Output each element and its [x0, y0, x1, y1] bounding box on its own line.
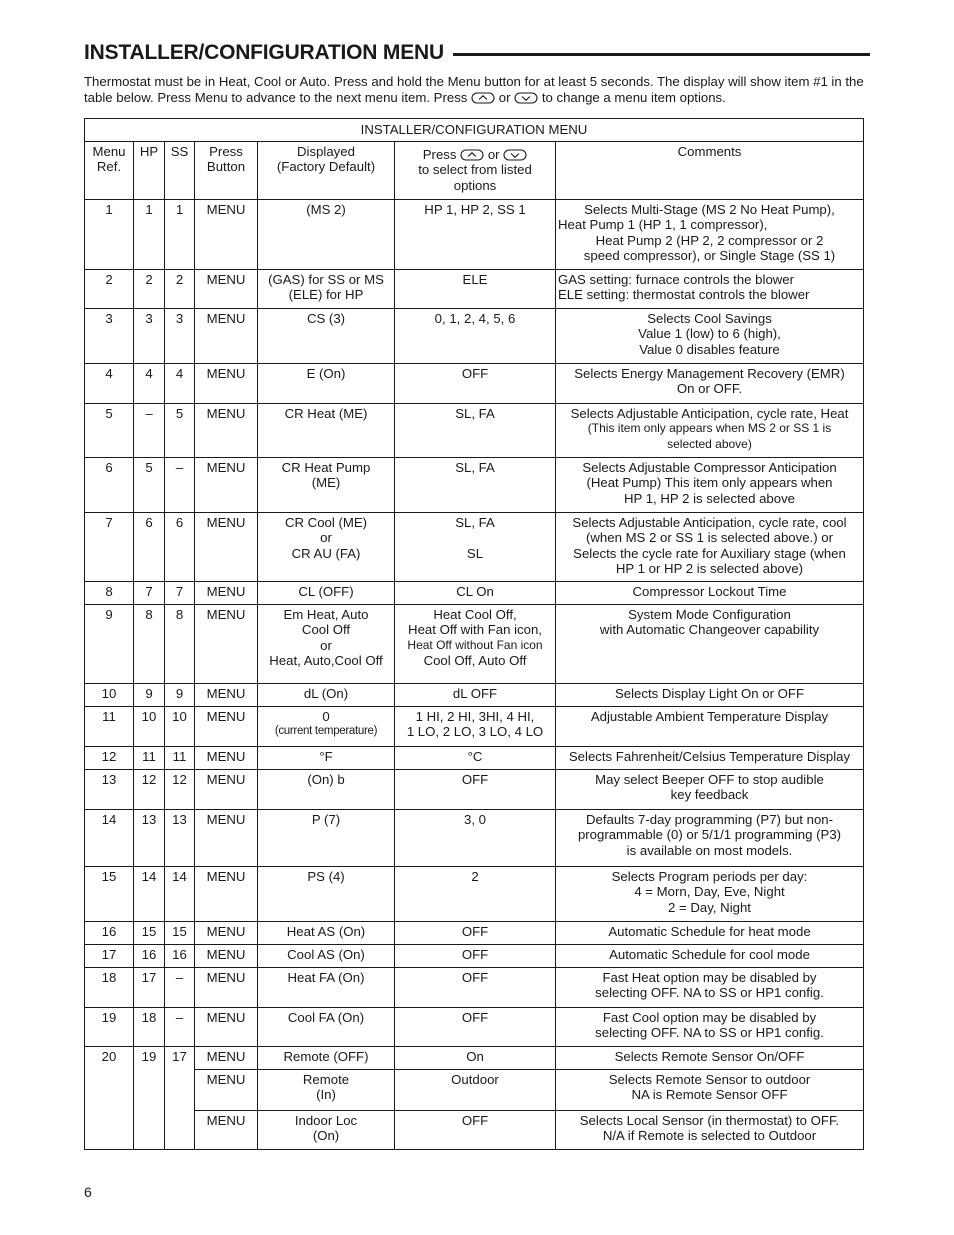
ss-cell: 11 — [165, 746, 195, 769]
comments-cell: Selects Local Sensor (in thermostat) to OFF. N/A if Remote is selected to Outdoor — [556, 1110, 864, 1149]
press-button-cell: MENU — [195, 706, 258, 746]
press-button-cell: MENU — [195, 269, 258, 308]
options-cell: SL, FA SL — [395, 512, 556, 581]
menu-ref-cell: 7 — [85, 512, 134, 581]
menu-ref-cell: 17 — [85, 944, 134, 967]
hp-cell: 15 — [134, 921, 165, 944]
table-row — [85, 457, 864, 512]
table-row — [85, 921, 864, 944]
comments-cell: Automatic Schedule for heat mode — [556, 921, 864, 944]
menu-ref-cell: 14 — [85, 809, 134, 866]
displayed-cell: Em Heat, Auto Cool Off or Heat, Auto,Cool Off — [258, 604, 395, 683]
options-cell: 0, 1, 2, 4, 5, 6 — [395, 308, 556, 363]
displayed-cell: CR Heat (ME) — [258, 403, 395, 457]
hp-cell: 18 — [134, 1007, 165, 1046]
hp-cell: 8 — [134, 604, 165, 683]
title-rule — [453, 53, 870, 56]
intro-text-2: to change a menu item options. — [541, 90, 726, 105]
comments-cell: Automatic Schedule for cool mode — [556, 944, 864, 967]
table-header-row — [85, 141, 864, 199]
hp-cell: 11 — [134, 746, 165, 769]
hp-cell: 2 — [134, 269, 165, 308]
hp-cell: 16 — [134, 944, 165, 967]
ss-cell: – — [165, 457, 195, 512]
hp-cell: 13 — [134, 809, 165, 866]
comments-cell: Selects Fahrenheit/Celsius Temperature Display — [556, 746, 864, 769]
comments-cell: Selects Remote Sensor to outdoor NA is Remote Sensor OFF — [556, 1069, 864, 1110]
displayed-cell: Heat AS (On) — [258, 921, 395, 944]
table-row — [85, 967, 864, 1007]
options-cell: OFF — [395, 944, 556, 967]
header-hp: HP — [134, 141, 165, 199]
press-button-cell: MENU — [195, 581, 258, 604]
options-cell: OFF — [395, 921, 556, 944]
menu-ref-cell: 8 — [85, 581, 134, 604]
down-arrow-button-icon — [503, 149, 527, 161]
menu-ref-cell: 1 — [85, 199, 134, 269]
table-sub-row — [85, 1069, 864, 1110]
press-button-cell: MENU — [195, 746, 258, 769]
hp-cell: – — [134, 403, 165, 457]
menu-ref-cell: 18 — [85, 967, 134, 1007]
press-button-cell: MENU — [195, 944, 258, 967]
options-cell: CL On — [395, 581, 556, 604]
menu-ref-cell: 20 — [85, 1046, 134, 1149]
table-row — [85, 403, 864, 457]
header-press-button: Press Button — [195, 141, 258, 199]
press-button-cell: MENU — [195, 512, 258, 581]
displayed-cell: (GAS) for SS or MS (ELE) for HP — [258, 269, 395, 308]
menu-ref-cell: 2 — [85, 269, 134, 308]
up-arrow-button-icon — [460, 149, 484, 161]
page-title: INSTALLER/CONFIGURATION MENU — [84, 41, 444, 64]
hp-cell: 7 — [134, 581, 165, 604]
table-row — [85, 746, 864, 769]
intro-or: or — [498, 90, 511, 105]
options-cell: ELE — [395, 269, 556, 308]
table-row — [85, 363, 864, 403]
options-cell: 2 — [395, 866, 556, 921]
hp-cell: 3 — [134, 308, 165, 363]
comments-cell: GAS setting: furnace controls the blower ELE setting: thermostat controls the blower — [556, 269, 864, 308]
displayed-cell: Remote (In) — [258, 1069, 395, 1110]
hp-cell: 14 — [134, 866, 165, 921]
displayed-cell: E (On) — [258, 363, 395, 403]
table-sub-row — [85, 1110, 864, 1149]
displayed-cell: Heat FA (On) — [258, 967, 395, 1007]
table-row — [85, 1046, 864, 1069]
table-row — [85, 866, 864, 921]
press-button-cell: MENU — [195, 457, 258, 512]
comments-cell: Selects Energy Management Recovery (EMR) On or OFF. — [556, 363, 864, 403]
table-row — [85, 706, 864, 746]
header-menu-ref: Menu Ref. — [85, 141, 134, 199]
menu-ref-cell: 3 — [85, 308, 134, 363]
menu-ref-cell: 12 — [85, 746, 134, 769]
press-button-cell: MENU — [195, 1069, 258, 1110]
ss-cell: 2 — [165, 269, 195, 308]
table-row — [85, 809, 864, 866]
press-button-cell: MENU — [195, 308, 258, 363]
press-button-cell: MENU — [195, 769, 258, 809]
comments-cell: Adjustable Ambient Temperature Display — [556, 706, 864, 746]
displayed-cell: °F — [258, 746, 395, 769]
hp-cell: 5 — [134, 457, 165, 512]
displayed-cell: Cool AS (On) — [258, 944, 395, 967]
comments-cell: Fast Heat option may be disabled by selecting OFF. NA to SS or HP1 config. — [556, 967, 864, 1007]
comments-cell: Compressor Lockout Time — [556, 581, 864, 604]
options-cell: °C — [395, 746, 556, 769]
press-button-cell: MENU — [195, 1046, 258, 1069]
comments-cell: System Mode Configuration with Automatic Changeover capability — [556, 604, 864, 683]
hp-cell: 12 — [134, 769, 165, 809]
intro-text-1: Thermostat must be in Heat, Cool or Auto. Press and hold the Menu button for at least 5 seconds. The display will show item #1 in the table below. Press Menu to advance to the next menu item. Press — [84, 74, 864, 105]
press-button-cell: MENU — [195, 604, 258, 683]
menu-ref-cell: 13 — [85, 769, 134, 809]
displayed-cell: P (7) — [258, 809, 395, 866]
ss-cell: 9 — [165, 683, 195, 706]
down-arrow-button-icon — [514, 92, 538, 104]
header-ss: SS — [165, 141, 195, 199]
up-arrow-button-icon — [471, 92, 495, 104]
menu-ref-cell: 10 — [85, 683, 134, 706]
hp-cell: 4 — [134, 363, 165, 403]
press-button-cell: MENU — [195, 403, 258, 457]
ss-cell: 12 — [165, 769, 195, 809]
comments-cell: Selects Multi-Stage (MS 2 No Heat Pump), Heat Pump 1 (HP 1, 1 compressor), Heat Pump 2 (HP 2, 2 compressor or 2 speed compressor), or Single Stage (SS 1) — [556, 199, 864, 269]
press-button-cell: MENU — [195, 1007, 258, 1046]
displayed-cell: PS (4) — [258, 866, 395, 921]
displayed-cell: (MS 2) — [258, 199, 395, 269]
comments-cell: Selects Program periods per day: 4 = Morn, Day, Eve, Night 2 = Day, Night — [556, 866, 864, 921]
ss-cell: 15 — [165, 921, 195, 944]
displayed-cell: dL (On) — [258, 683, 395, 706]
options-cell: HP 1, HP 2, SS 1 — [395, 199, 556, 269]
comments-cell: Selects Adjustable Compressor Anticipation (Heat Pump) This item only appears when HP 1, HP 2 is selected above — [556, 457, 864, 512]
ss-cell: – — [165, 967, 195, 1007]
options-cell: OFF — [395, 1007, 556, 1046]
options-cell: OFF — [395, 967, 556, 1007]
options-cell: Heat Cool Off, Heat Off with Fan icon, Heat Off without Fan icon Cool Off, Auto Off — [395, 604, 556, 683]
ss-cell: 16 — [165, 944, 195, 967]
table-row — [85, 269, 864, 308]
ss-cell: 14 — [165, 866, 195, 921]
hp-cell: 17 — [134, 967, 165, 1007]
displayed-cell: Remote (OFF) — [258, 1046, 395, 1069]
ss-cell: 10 — [165, 706, 195, 746]
hp-cell: 10 — [134, 706, 165, 746]
displayed-cell: 0 (current temperature) — [258, 706, 395, 746]
table-row — [85, 944, 864, 967]
menu-ref-cell: 5 — [85, 403, 134, 457]
ss-cell: – — [165, 1007, 195, 1046]
table-row — [85, 581, 864, 604]
table-caption-row — [85, 119, 864, 142]
page-header — [84, 38, 870, 68]
installer-config-table — [84, 118, 864, 1150]
menu-ref-cell: 16 — [85, 921, 134, 944]
table-row — [85, 1007, 864, 1046]
intro-paragraph — [84, 74, 874, 106]
comments-cell: Selects Display Light On or OFF — [556, 683, 864, 706]
menu-ref-cell: 9 — [85, 604, 134, 683]
options-cell: Outdoor — [395, 1069, 556, 1110]
ss-cell: 5 — [165, 403, 195, 457]
options-cell: SL, FA — [395, 457, 556, 512]
table-caption: INSTALLER/CONFIGURATION MENU — [85, 119, 864, 142]
ss-cell: 17 — [165, 1046, 195, 1149]
press-button-cell: MENU — [195, 683, 258, 706]
options-cell: dL OFF — [395, 683, 556, 706]
table-row — [85, 199, 864, 269]
hp-cell: 6 — [134, 512, 165, 581]
table-row — [85, 769, 864, 809]
options-cell: On — [395, 1046, 556, 1069]
header-comments: Comments — [556, 141, 864, 199]
press-button-cell: MENU — [195, 866, 258, 921]
hp-cell: 9 — [134, 683, 165, 706]
options-cell: OFF — [395, 363, 556, 403]
options-cell: 1 HI, 2 HI, 3HI, 4 HI, 1 LO, 2 LO, 3 LO, 4 LO — [395, 706, 556, 746]
menu-ref-cell: 19 — [85, 1007, 134, 1046]
table-row — [85, 308, 864, 363]
displayed-cell: CR Cool (ME) or CR AU (FA) — [258, 512, 395, 581]
ss-cell: 1 — [165, 199, 195, 269]
displayed-cell: CR Heat Pump (ME) — [258, 457, 395, 512]
ss-cell: 7 — [165, 581, 195, 604]
displayed-cell: Cool FA (On) — [258, 1007, 395, 1046]
displayed-cell: Indoor Loc (On) — [258, 1110, 395, 1149]
table-row — [85, 604, 864, 683]
press-button-cell: MENU — [195, 967, 258, 1007]
menu-ref-cell: 11 — [85, 706, 134, 746]
ss-cell: 8 — [165, 604, 195, 683]
displayed-cell: CL (OFF) — [258, 581, 395, 604]
header-options: Press or to select from listed options — [395, 141, 556, 199]
ss-cell: 13 — [165, 809, 195, 866]
options-cell: OFF — [395, 1110, 556, 1149]
hp-cell: 1 — [134, 199, 165, 269]
comments-cell: Selects Adjustable Anticipation, cycle rate, cool (when MS 2 or SS 1 is selected above.) or Selects the cycle rate for Auxiliary stage (when HP 1 or HP 2 is selected above) — [556, 512, 864, 581]
press-button-cell: MENU — [195, 1110, 258, 1149]
ss-cell: 3 — [165, 308, 195, 363]
press-button-cell: MENU — [195, 363, 258, 403]
comments-cell: Selects Remote Sensor On/OFF — [556, 1046, 864, 1069]
options-cell: 3, 0 — [395, 809, 556, 866]
comments-cell: Fast Cool option may be disabled by selecting OFF. NA to SS or HP1 config. — [556, 1007, 864, 1046]
comments-cell: Selects Adjustable Anticipation, cycle rate, Heat (This item only appears when MS 2 or SS 1 is selected above) — [556, 403, 864, 457]
options-cell: SL, FA — [395, 403, 556, 457]
comments-cell: May select Beeper OFF to stop audible key feedback — [556, 769, 864, 809]
comments-cell: Selects Cool Savings Value 1 (low) to 6 (high), Value 0 disables feature — [556, 308, 864, 363]
table-row — [85, 512, 864, 581]
ss-cell: 4 — [165, 363, 195, 403]
press-button-cell: MENU — [195, 921, 258, 944]
header-displayed: Displayed (Factory Default) — [258, 141, 395, 199]
options-cell: OFF — [395, 769, 556, 809]
press-button-cell: MENU — [195, 809, 258, 866]
ss-cell: 6 — [165, 512, 195, 581]
press-button-cell: MENU — [195, 199, 258, 269]
comments-cell: Defaults 7-day programming (P7) but non- programmable (0) or 5/1/1 programming (P3) is available on most models. — [556, 809, 864, 866]
hp-cell: 19 — [134, 1046, 165, 1149]
menu-ref-cell: 15 — [85, 866, 134, 921]
page-number: 6 — [84, 1184, 92, 1200]
displayed-cell: (On) b — [258, 769, 395, 809]
menu-ref-cell: 4 — [85, 363, 134, 403]
displayed-cell: CS (3) — [258, 308, 395, 363]
table-row — [85, 683, 864, 706]
menu-ref-cell: 6 — [85, 457, 134, 512]
